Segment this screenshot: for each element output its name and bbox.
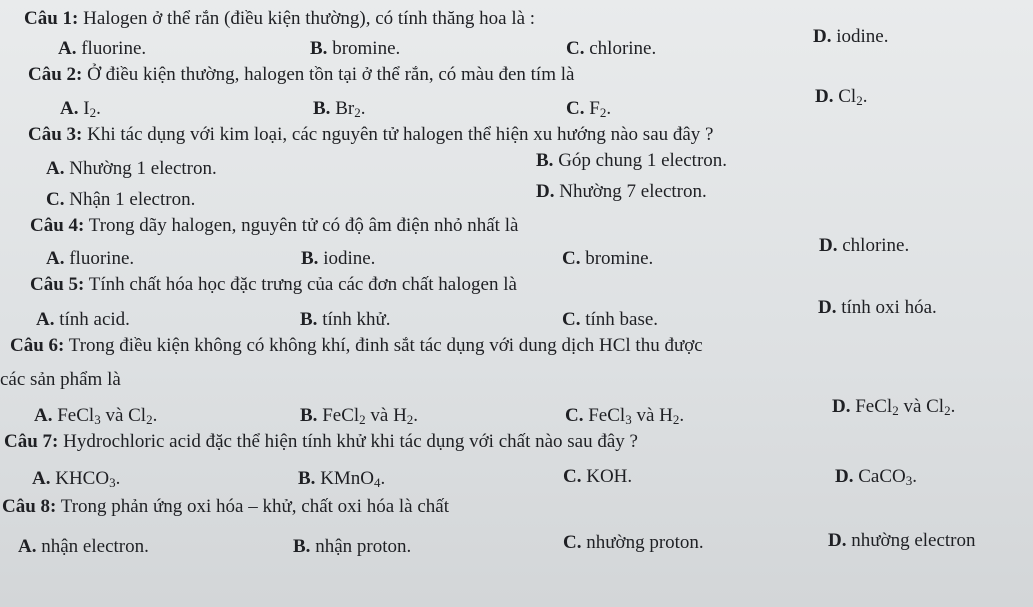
- subscript: 2: [892, 403, 899, 418]
- option-text: .: [380, 468, 386, 489]
- option-d: [818, 297, 937, 319]
- option-a: [58, 38, 146, 60]
- option-key: D.: [835, 466, 854, 487]
- question-text: Halogen ở thể rắn (điều kiện thường), có tính thăng hoa là :: [78, 8, 536, 29]
- option-b: [536, 150, 727, 172]
- option-c: [563, 466, 632, 488]
- option-key: B.: [298, 468, 316, 489]
- option-text: .: [360, 98, 366, 119]
- subscript: 2: [359, 412, 366, 427]
- option-text: Nhận 1 electron.: [64, 189, 196, 210]
- option-key: B.: [313, 98, 331, 119]
- option-c: [565, 405, 684, 427]
- question-label: Câu 5:: [30, 274, 85, 295]
- question-text: Ở điều kiện thường, halogen tồn tại ở thể rắn, có màu đen tím là: [82, 64, 575, 85]
- subscript: 2: [856, 93, 863, 108]
- option-b: [313, 98, 365, 120]
- subscript: 2: [944, 403, 951, 418]
- subscript: 3: [905, 473, 913, 488]
- option-text: tính khử.: [317, 309, 391, 330]
- option-key: A.: [60, 98, 79, 119]
- question-label: Câu 8:: [2, 496, 57, 517]
- option-d: [828, 530, 976, 552]
- question-label: Câu 7:: [4, 431, 59, 452]
- option-text: bromine.: [580, 248, 654, 269]
- option-text: .: [606, 98, 612, 119]
- option-key: B.: [536, 150, 554, 171]
- option-text: nhường proton.: [581, 532, 704, 553]
- option-key: C.: [566, 38, 585, 59]
- question-7: [4, 431, 638, 453]
- option-text: Br: [330, 98, 355, 119]
- option-key: C.: [563, 532, 582, 553]
- option-d: [832, 396, 955, 418]
- option-text: F: [584, 98, 600, 119]
- option-key: B.: [300, 309, 318, 330]
- option-text: KHCO: [50, 468, 110, 489]
- option-b: [298, 468, 385, 490]
- option-key: D.: [818, 297, 837, 318]
- option-text: chlorine.: [584, 38, 657, 59]
- option-d: [536, 181, 707, 203]
- option-a: [46, 248, 134, 270]
- subscript: 2: [89, 105, 97, 120]
- option-text: FeCl: [850, 396, 893, 417]
- option-text: chlorine.: [837, 235, 910, 256]
- option-b: [293, 536, 411, 558]
- option-text: FeCl: [52, 405, 95, 426]
- option-text: fluorine.: [76, 38, 147, 59]
- option-a: [34, 405, 157, 427]
- option-key: B.: [300, 405, 318, 426]
- option-d: [813, 26, 888, 48]
- option-c: [566, 98, 611, 120]
- option-key: C.: [566, 98, 585, 119]
- option-a: [18, 536, 149, 558]
- option-key: C.: [562, 248, 581, 269]
- option-text: và H: [365, 405, 407, 426]
- question-4: [30, 215, 518, 237]
- option-key: D.: [819, 235, 838, 256]
- option-text: .: [912, 466, 917, 487]
- question-label: Câu 4:: [30, 215, 85, 236]
- option-text: và Cl: [898, 396, 945, 417]
- question-6-continued: [0, 369, 121, 391]
- option-a: [36, 309, 130, 331]
- option-key: D.: [813, 26, 832, 47]
- option-text: .: [413, 405, 419, 426]
- option-text: và Cl: [100, 405, 147, 426]
- question-5: [30, 274, 517, 296]
- option-a: [60, 98, 101, 120]
- subscript: 3: [109, 475, 116, 490]
- option-c: [562, 309, 658, 331]
- option-key: C.: [565, 405, 584, 426]
- subscript: 2: [406, 412, 414, 427]
- subscript: 3: [625, 412, 632, 427]
- subscript: 2: [354, 105, 361, 120]
- option-text: nhường electron: [846, 530, 976, 551]
- option-text: .: [115, 468, 121, 489]
- subscript: 2: [672, 412, 680, 427]
- option-a: [46, 158, 217, 180]
- option-text: Cl: [833, 86, 857, 107]
- option-b: [301, 248, 375, 270]
- option-b: [310, 38, 400, 60]
- option-text: bromine.: [327, 38, 401, 59]
- subscript: 3: [94, 412, 101, 427]
- question-text: Hydrochloric acid đặc thể hiện tính khử khi tác dụng với chất nào sau đây ?: [58, 431, 638, 452]
- question-1: [24, 8, 535, 30]
- option-key: B.: [310, 38, 328, 59]
- option-d: [819, 235, 909, 257]
- option-key: D.: [828, 530, 847, 551]
- option-text: .: [96, 98, 101, 119]
- option-text: iodine.: [831, 26, 889, 47]
- option-text: nhận proton.: [310, 536, 412, 557]
- subscript: 2: [599, 105, 607, 120]
- question-label: Câu 1:: [24, 8, 79, 29]
- option-text: .: [950, 396, 956, 417]
- option-key: B.: [301, 248, 319, 269]
- option-text: nhận electron.: [36, 536, 149, 557]
- option-d: [815, 86, 867, 108]
- option-text: .: [862, 86, 868, 107]
- question-6: [10, 335, 703, 357]
- question-text: Trong dãy halogen, nguyên tử có độ âm điện nhỏ nhất là: [84, 215, 519, 236]
- question-2: [28, 64, 574, 86]
- option-key: D.: [832, 396, 851, 417]
- option-text: tính base.: [580, 309, 659, 330]
- option-key: C.: [46, 189, 65, 210]
- question-3: [28, 124, 714, 146]
- option-text: fluorine.: [64, 248, 135, 269]
- option-key: A.: [34, 405, 53, 426]
- option-key: A.: [18, 536, 37, 557]
- option-c: [46, 189, 195, 211]
- option-key: D.: [815, 86, 834, 107]
- option-text: KMnO: [315, 468, 375, 489]
- option-text: tính oxi hóa.: [836, 297, 937, 318]
- option-text: Nhường 7 electron.: [554, 181, 707, 202]
- subscript: 2: [146, 412, 153, 427]
- option-key: D.: [536, 181, 555, 202]
- option-text: FeCl: [317, 405, 360, 426]
- option-c: [566, 38, 656, 60]
- option-text: .: [679, 405, 685, 426]
- option-text: KOH.: [581, 466, 633, 487]
- option-c: [562, 248, 653, 270]
- option-key: A.: [46, 158, 65, 179]
- question-text: Trong điều kiện không có không khí, đinh sắt tác dụng với dung dịch HCl thu được: [64, 335, 703, 356]
- option-key: C.: [563, 466, 582, 487]
- option-text: Nhường 1 electron.: [64, 158, 217, 179]
- question-text: Tính chất hóa học đặc trưng của các đơn chất halogen là: [84, 274, 517, 295]
- option-text: I: [78, 98, 90, 119]
- option-text: iodine.: [318, 248, 376, 269]
- question-label: Câu 2:: [28, 64, 83, 85]
- question-text: Trong phản ứng oxi hóa – khử, chất oxi hóa là chất: [56, 496, 450, 517]
- question-text: các sản phẩm là: [0, 369, 121, 390]
- option-text: tính acid.: [54, 309, 130, 330]
- question-label: Câu 3:: [28, 124, 83, 145]
- option-key: C.: [562, 309, 581, 330]
- option-key: A.: [36, 309, 55, 330]
- option-b: [300, 405, 418, 427]
- option-key: A.: [58, 38, 77, 59]
- option-text: CaCO: [853, 466, 906, 487]
- option-key: A.: [32, 468, 51, 489]
- subscript: 4: [374, 475, 381, 490]
- option-text: và H: [631, 405, 673, 426]
- question-text: Khi tác dụng với kim loại, các nguyên tử halogen thể hiện xu hướng nào sau đây ?: [82, 124, 714, 145]
- question-label: Câu 6:: [10, 335, 65, 356]
- option-a: [32, 468, 120, 490]
- option-text: .: [152, 405, 158, 426]
- option-key: A.: [46, 248, 65, 269]
- option-d: [835, 466, 917, 488]
- option-c: [563, 532, 704, 554]
- option-text: Góp chung 1 electron.: [553, 150, 728, 171]
- question-8: [2, 496, 449, 518]
- option-text: FeCl: [583, 405, 626, 426]
- option-key: B.: [293, 536, 311, 557]
- option-b: [300, 309, 391, 331]
